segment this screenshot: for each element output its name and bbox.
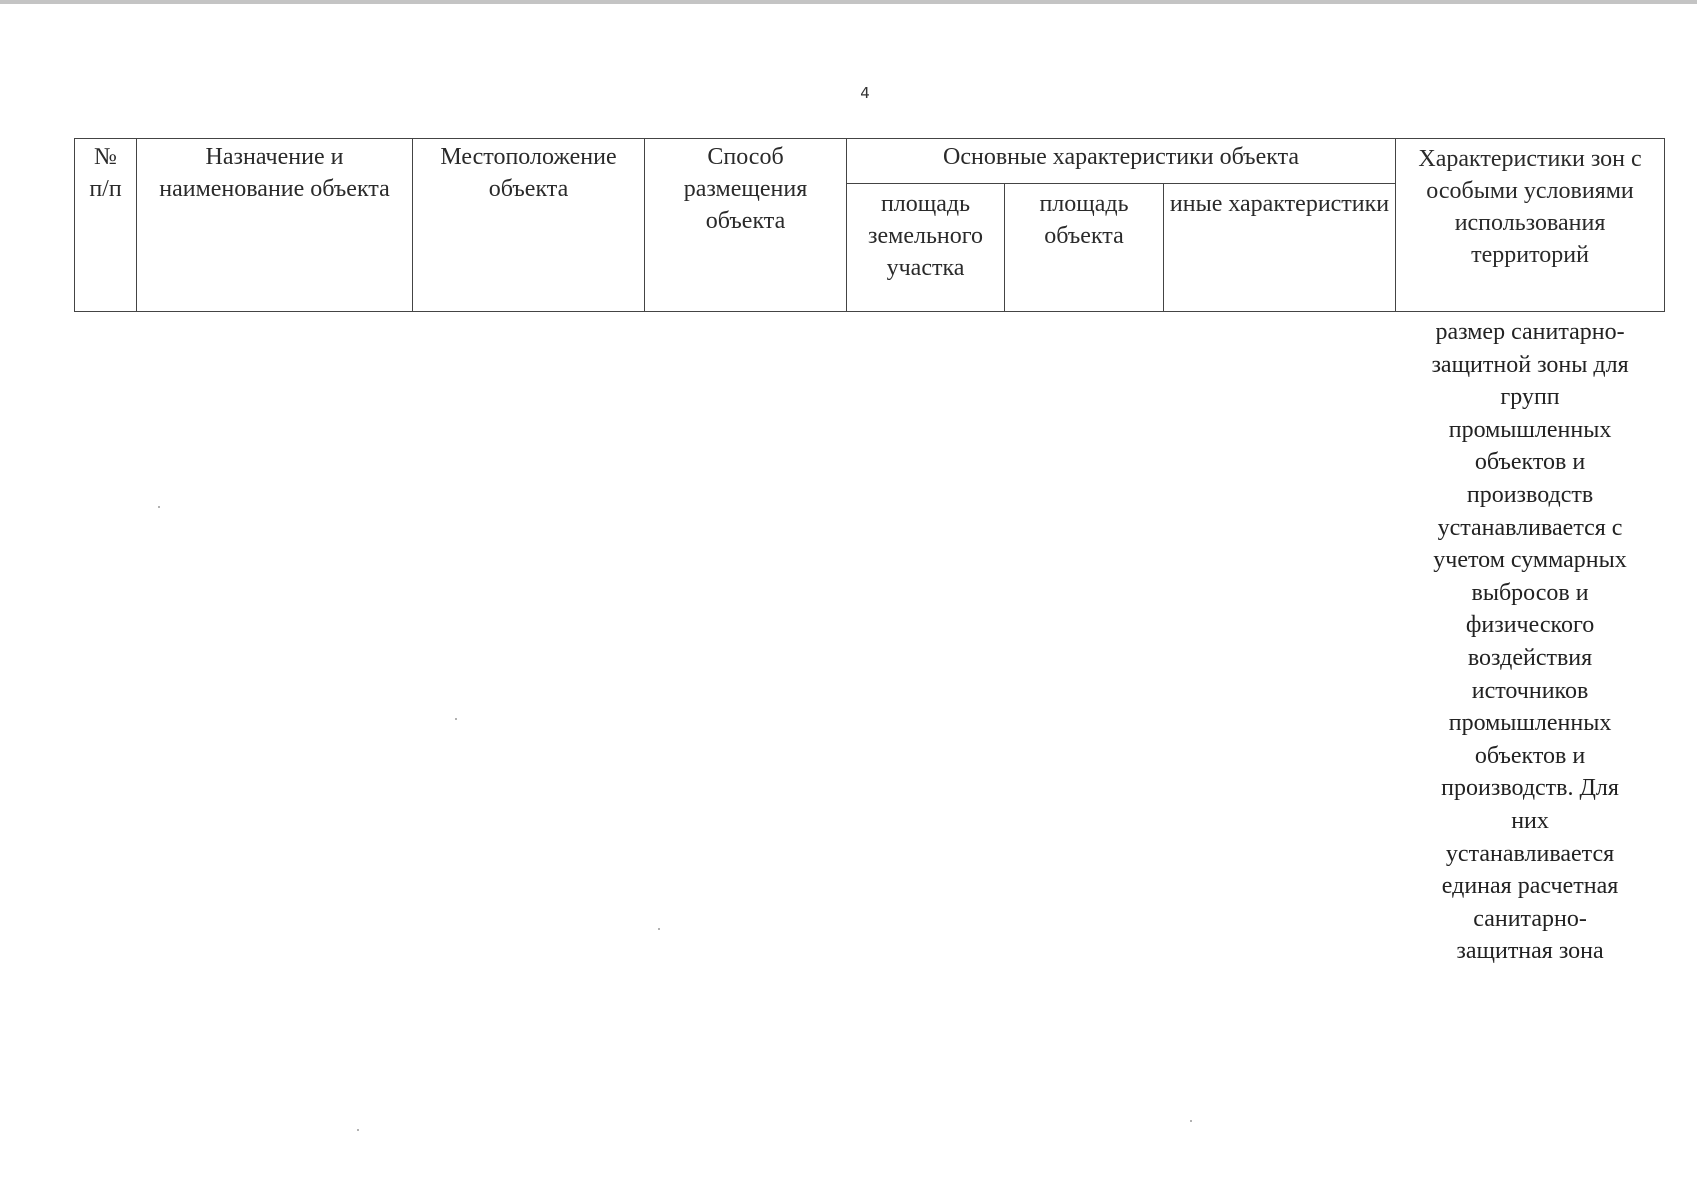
header-main-characteristics: Основные характеристики объекта xyxy=(847,139,1396,184)
scan-speck xyxy=(1190,1120,1192,1122)
scan-speck xyxy=(357,1129,359,1131)
cell-location xyxy=(413,312,645,968)
cell-zone-characteristics xyxy=(1396,312,1665,968)
page-number: 4 xyxy=(860,84,870,102)
objects-table xyxy=(74,138,1665,968)
cell-purpose-name xyxy=(137,312,413,968)
cell-land-area xyxy=(847,312,1005,968)
scan-top-edge xyxy=(0,0,1697,4)
header-purpose-name: Назначение и наименование объекта xyxy=(137,139,413,312)
header-land-area: площадь земельного участка xyxy=(847,184,1005,312)
cell-object-area xyxy=(1005,312,1164,968)
scan-speck xyxy=(658,928,660,930)
zone-characteristics-text: размер санитарно- защитной зоны для групп промышленных объектов и производств устанавливается с учетом суммарных выбросов и физического воздействия источников промышленных объектов и производств. Для них устанавливается единая расчетная санитарно- защитная зона xyxy=(1431,319,1629,965)
table-row xyxy=(75,312,1665,968)
header-location: Местоположение объекта xyxy=(413,139,645,312)
header-other-characteristics: иные характеристики xyxy=(1164,184,1396,312)
header-zone-characteristics: Характеристики зон с особыми условиями использования территорий xyxy=(1396,139,1665,312)
header-object-area: площадь объекта xyxy=(1005,184,1164,312)
header-placement-method: Способ размещения объекта xyxy=(645,139,847,312)
scan-speck xyxy=(158,506,160,508)
scan-speck xyxy=(455,718,457,720)
cell-number xyxy=(75,312,137,968)
cell-other-characteristics xyxy=(1164,312,1396,968)
cell-placement-method xyxy=(645,312,847,968)
header-number: № п/п xyxy=(75,139,137,312)
